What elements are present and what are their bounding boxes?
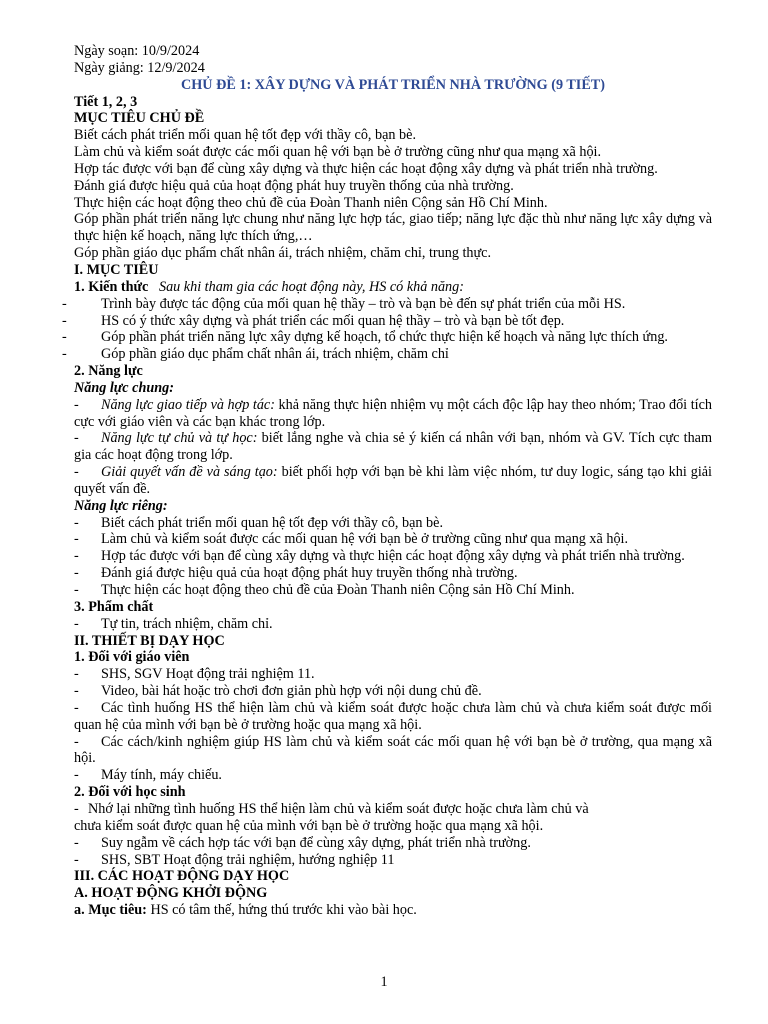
goal-heading: MỤC TIÊU CHỦ ĐỀ	[74, 110, 205, 127]
knowledge-label: 1. Kiến thức	[74, 278, 149, 295]
general-item: - Năng lực tự chủ và tự học: biết lắng nghe và chia sẻ ý kiến cá nhân với bạn, nhóm và GV. Tích cực tham gia các hoạt động trong lớp.	[74, 430, 712, 464]
knowledge-item: - Góp phần giáo dục phẩm chất nhân ái, trách nhiệm, chăm chỉ	[62, 346, 449, 363]
goal-item: Đánh giá được hiệu quả của hoạt động phát huy truyền thống của nhà trường.	[74, 177, 514, 194]
teacher-item: - Các tình huống HS thể hiện làm chủ và kiểm soát được hoặc chưa làm chủ và chưa kiểm soát được mối quan hệ của mình với bạn bè ở trường hoặc qua mạng xã hội.	[74, 699, 712, 733]
topic-title: CHỦ ĐỀ 1: XÂY DỰNG VÀ PHÁT TRIỂN NHÀ TRƯỜNG (9 TIẾT)	[181, 76, 605, 93]
general-competence-label: Năng lực chung:	[74, 379, 174, 396]
knowledge-item: - Góp phần phát triển năng lực xây dựng kế hoạch, tổ chức thực hiện kế hoạch và năng lực thích ứng.	[62, 329, 668, 346]
knowledge-row	[74, 279, 712, 296]
goal-item: Thực hiện các hoạt động theo chủ đề của Đoàn Thanh niên Cộng sản Hồ Chí Minh.	[74, 194, 548, 211]
specific-item: - Đánh giá được hiệu quả của hoạt động phát huy truyền thống nhà trường.	[74, 565, 518, 582]
prep-date: Ngày soạn: 10/9/2024	[74, 43, 200, 59]
goal-item: Góp phần giáo dục phẩm chất nhân ái, trách nhiệm, chăm chỉ, trung thực.	[74, 245, 492, 262]
student-item: - SHS, SBT Hoạt động trải nghiệm, hướng nghiệp 11	[74, 851, 395, 868]
knowledge-item: - HS có ý thức xây dựng và phát triển các mối quan hệ thầy – trò và bạn bè tốt đẹp.	[62, 312, 565, 329]
section2-heading: II. THIẾT BỊ DẠY HỌC	[74, 632, 225, 649]
general-item: - Giải quyết vấn đề và sáng tạo: biết phối hợp với bạn bè khi làm việc nhóm, tư duy logic, sáng tạo khi giải quyết vấn đề.	[74, 464, 712, 497]
activity-goal-label: a. Mục tiêu:	[74, 902, 147, 919]
specific-item: - Biết cách phát triển mối quan hệ tốt đẹp với thầy cô, bạn bè.	[74, 514, 443, 531]
goal-item: Góp phần phát triển năng lực chung như năng lực hợp tác, giao tiếp; năng lực đặc thù như năng lực xây dựng và thực hiện kế hoạch, năng lực thích ứng,…	[74, 211, 712, 245]
general-item: - Năng lực giao tiếp và hợp tác: khả năng thực hiện nhiệm vụ một cách độc lập hay theo nhóm; Trao đổi tích cực với giáo viên và các bạn khác trong lớp.	[74, 396, 712, 430]
section3-heading: III. CÁC HOẠT ĐỘNG DẠY HỌC	[74, 868, 290, 885]
specific-item: - Hợp tác được với bạn để cùng xây dựng và thực hiện các hoạt động xây dựng và phát triển nhà trường.	[74, 548, 685, 565]
specific-item: - Làm chủ và kiểm soát được các mối quan hệ với bạn bè ở trường cũng như qua mạng xã hội.	[74, 531, 629, 548]
goal-item: Làm chủ và kiểm soát được các mối quan hệ với bạn bè ở trường cũng như qua mạng xã hội.	[74, 144, 602, 161]
teacher-item: - Các cách/kinh nghiệm giúp HS làm chủ và kiểm soát các mối quan hệ với bạn bè ở trường, qua mạng xã hội.	[74, 733, 712, 767]
knowledge-intro: Sau khi tham gia các hoạt động này, HS có khả năng:	[158, 278, 464, 295]
quality-label: 3. Phẩm chất	[74, 598, 154, 615]
teacher-item: - SHS, SGV Hoạt động trải nghiệm 11.	[74, 666, 315, 683]
goal-item: Biết cách phát triển mối quan hệ tốt đẹp với thầy cô, bạn bè.	[74, 127, 416, 144]
specific-item: - Thực hiện các hoạt động theo chủ đề của Đoàn Thanh niên Cộng sản Hồ Chí Minh.	[74, 582, 575, 598]
activity-a-heading: A. HOẠT ĐỘNG KHỞI ĐỘNG	[74, 885, 268, 902]
student-item: - Suy ngẫm về cách hợp tác với bạn để cùng xây dựng, phát triển nhà trường.	[74, 834, 531, 851]
quality-item: - Tự tin, trách nhiệm, chăm chỉ.	[74, 615, 273, 632]
activity-goal-text: HS có tâm thế, hứng thú trước khi vào bài học.	[150, 902, 417, 919]
teach-date: Ngày giảng: 12/9/2024	[74, 59, 205, 76]
teacher-item: - Máy tính, máy chiếu.	[74, 767, 222, 784]
page-number: 1	[380, 974, 388, 990]
document-page	[62, 43, 712, 919]
competence-label: 2. Năng lực	[74, 363, 143, 380]
teacher-label: 1. Đối với giáo viên	[74, 649, 190, 666]
activity-goal	[74, 902, 712, 919]
student-label: 2. Đối với học sinh	[74, 784, 186, 801]
goal-item: Hợp tác được với bạn để cùng xây dựng và thực hiện các hoạt động xây dựng và phát triển nhà trường.	[74, 160, 658, 177]
student-item-cont: chưa kiểm soát được quan hệ của mình với bạn bè ở trường hoặc qua mạng xã hội.	[74, 817, 544, 834]
specific-competence-label: Năng lực riêng:	[74, 497, 168, 514]
periods: Tiết 1, 2, 3	[74, 93, 138, 110]
section1-heading: I. MỤC TIÊU	[74, 261, 159, 278]
student-item: - Nhớ lại những tình huống HS thể hiện làm chủ và kiểm soát được hoặc chưa làm chủ và	[74, 800, 589, 817]
knowledge-item: - Trình bày được tác động của mối quan hệ thầy – trò và bạn bè đến sự phát triển của mỗi HS.	[62, 295, 626, 312]
teacher-item: - Video, bài hát hoặc trò chơi đơn giản phù hợp với nội dung chủ đề.	[74, 683, 482, 700]
